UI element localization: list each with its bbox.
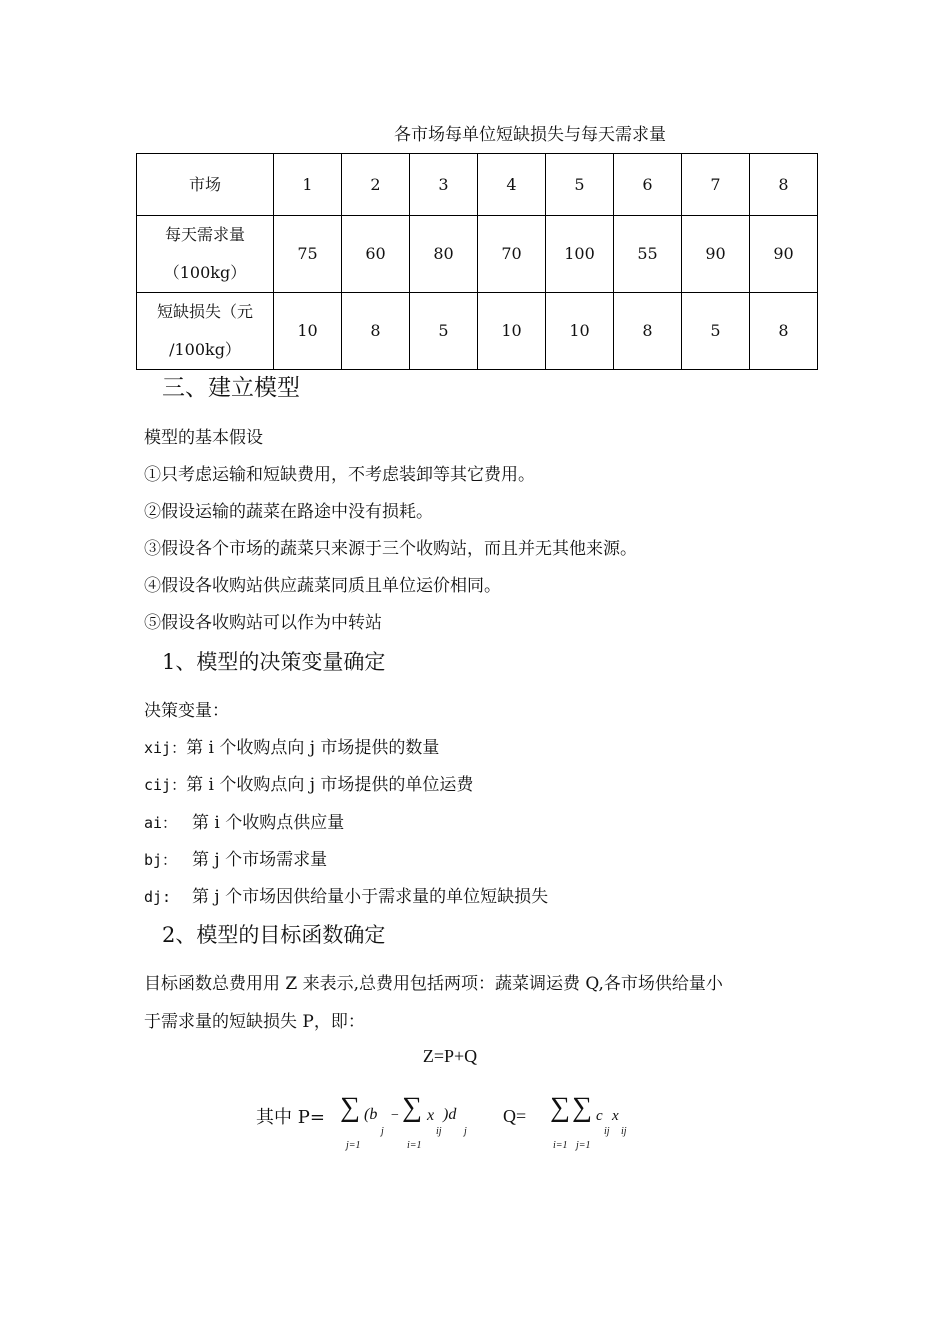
market-number: 7: [682, 154, 750, 216]
subsection-heading: 1、模型的决策变量确定: [162, 650, 386, 674]
q-formula: [550, 1092, 640, 1152]
variable-name: dj:: [144, 888, 172, 906]
assumption-item: ②假设运输的蔬菜在路途中没有损耗。: [144, 502, 433, 522]
variable-row: [144, 845, 327, 870]
formula-term: (b: [364, 1106, 378, 1123]
decision-intro: 决策变量：: [144, 701, 229, 721]
formula-subscript: j: [464, 1126, 467, 1137]
variable-desc: 第 i 个收购点供应量: [192, 813, 345, 833]
sum-lower-limit: i=1: [553, 1140, 568, 1151]
table-cell: 90: [750, 216, 818, 293]
formula-term: c: [596, 1108, 603, 1124]
assumption-item: ①只考虑运输和短缺费用，不考虑装卸等其它费用。: [144, 465, 535, 485]
sum-symbol: ∑: [550, 1092, 570, 1123]
assumption-item: ④假设各收购站供应蔬菜同质且单位运价相同。: [144, 576, 501, 596]
table-cell: 100: [546, 216, 614, 293]
table-header-label: 市场: [137, 154, 274, 216]
q-label: Q=: [503, 1106, 527, 1126]
table-cell: 75: [274, 216, 342, 293]
p-label: 其中 P=: [256, 1107, 325, 1128]
table-cell: 8: [342, 293, 410, 370]
sum-lower-limit: i=1: [407, 1140, 422, 1151]
sum-lower-limit: j=1: [346, 1140, 361, 1151]
table-cell: 55: [614, 216, 682, 293]
table-cell: 60: [342, 216, 410, 293]
section-heading: 三、建立模型: [162, 375, 300, 401]
market-number: 5: [546, 154, 614, 216]
sum-symbol: ∑: [402, 1092, 422, 1123]
table-cell: 5: [682, 293, 750, 370]
sum-symbol: ∑: [340, 1092, 360, 1123]
variable-name: bj：: [144, 851, 178, 869]
market-number: 3: [410, 154, 478, 216]
market-number: 6: [614, 154, 682, 216]
assumptions-title: 模型的基本假设: [144, 428, 263, 448]
variable-name: cij：: [144, 776, 187, 794]
formula-term: x: [612, 1108, 619, 1124]
market-number: 2: [342, 154, 410, 216]
variable-desc: 第 i 个收购点向 j 市场提供的数量: [186, 738, 440, 758]
formula-term: x: [427, 1107, 435, 1124]
row-label: [137, 293, 274, 370]
table-cell: 8: [614, 293, 682, 370]
row-label: [137, 216, 274, 293]
variable-desc: 第 j 个市场需求量: [192, 850, 328, 870]
table-cell: 10: [546, 293, 614, 370]
sum-symbol: ∑: [572, 1092, 592, 1123]
market-table: [136, 153, 818, 370]
table-caption: 各市场每单位短缺损失与每天需求量: [394, 125, 666, 145]
market-number: 1: [274, 154, 342, 216]
formula-subscript: ij: [436, 1126, 442, 1137]
sum-lower-limit: j=1: [576, 1140, 591, 1151]
formula-subscript: ij: [621, 1126, 627, 1137]
row-label-line: 每天需求量: [164, 225, 245, 244]
p-formula: [340, 1092, 480, 1152]
market-number: 4: [478, 154, 546, 216]
market-number: 8: [750, 154, 818, 216]
row-label-line: /100kg）: [169, 340, 241, 359]
table-cell: 10: [478, 293, 546, 370]
table-cell: 90: [682, 216, 750, 293]
formula-operator: −: [391, 1108, 399, 1123]
row-label-line: 短缺损失（元: [156, 302, 253, 321]
formula-subscript: j: [381, 1126, 384, 1137]
main-equation: Z=P+Q: [422, 1046, 478, 1066]
variable-row: [144, 770, 473, 795]
variable-desc: 第 j 个市场因供给量小于需求量的单位短缺损失: [192, 887, 549, 907]
assumption-item: ③假设各个市场的蔬菜只来源于三个收购站，而且并无其他来源。: [144, 539, 637, 559]
objective-paragraph-line: 目标函数总费用用 Z 来表示,总费用包括两项：蔬菜调运费 Q,各市场供给量小: [144, 974, 723, 994]
table-cell: 10: [274, 293, 342, 370]
table-header-row: [137, 154, 818, 216]
table-cell: 80: [410, 216, 478, 293]
table-cell: 70: [478, 216, 546, 293]
formula-subscript: ij: [604, 1126, 610, 1137]
table-cell: 5: [410, 293, 478, 370]
subsection-heading: 2、模型的目标函数确定: [162, 923, 386, 947]
table-row: [137, 216, 818, 293]
table-row: [137, 293, 818, 370]
objective-paragraph-line: 于需求量的短缺损失 P，即：: [144, 1012, 365, 1032]
assumption-item: ⑤假设各收购站可以作为中转站: [144, 613, 382, 633]
row-label-line: （100kg）: [163, 263, 247, 282]
variable-name: xij：: [144, 739, 187, 757]
variable-row: [144, 808, 344, 833]
variable-desc: 第 i 个收购点向 j 市场提供的单位运费: [186, 775, 474, 795]
variable-name: ai：: [144, 814, 178, 832]
table-cell: 8: [750, 293, 818, 370]
formula-term: )d: [443, 1106, 457, 1123]
variable-row: [144, 882, 548, 907]
variable-row: [144, 733, 439, 758]
